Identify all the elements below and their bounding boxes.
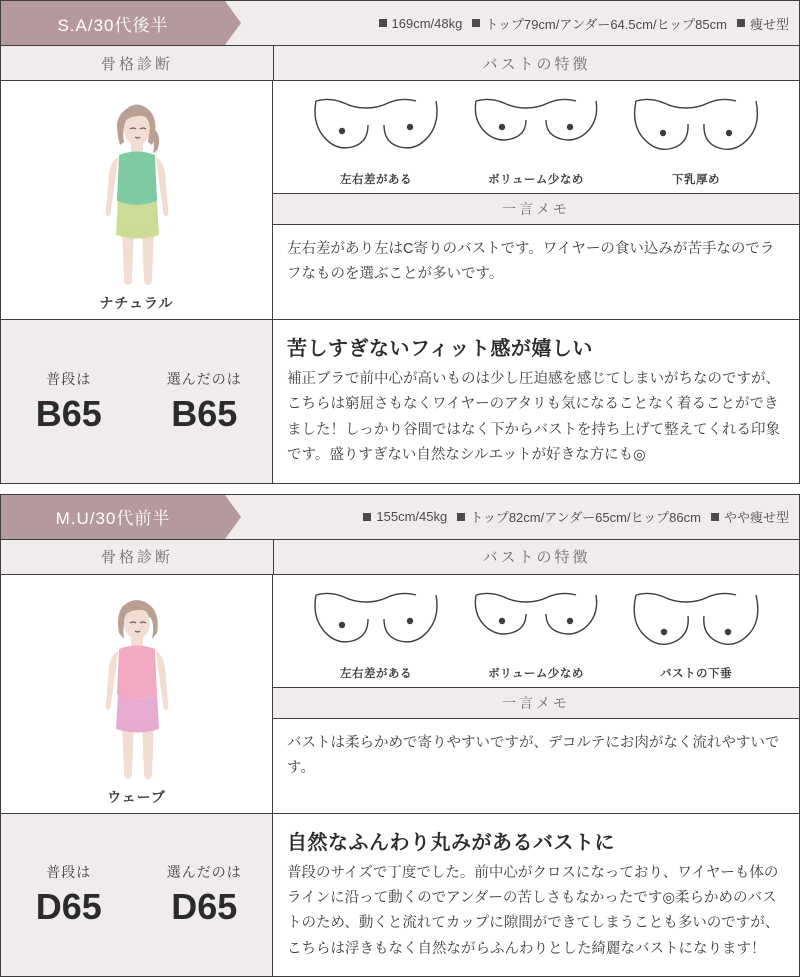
chosen-size-label: 選んだのは — [137, 369, 273, 389]
comment-text: 補正ブラで前中心が高いものは少し圧迫感を感じてしまいがちなのですが、こちらは窮屈さもなくワイヤーのアタリも気になることなく着ることができました！しっかり谷間ではなく下からバストを持ち上げて整えてくれる印象です。盛りすぎない自然なシルエットが好きな方にも◎ — [287, 367, 785, 469]
heading-bust-features: バストの特徴 — [274, 540, 799, 574]
bust-shape-icon — [306, 585, 446, 663]
skeletal-type-label: ウェーブ — [107, 787, 166, 807]
spec-text: トップ79cm/アンダー64.5cm/ヒップ85cm — [485, 14, 727, 33]
bust-shape-list — [273, 81, 799, 193]
chosen-size-label: 選んだのは — [137, 862, 273, 882]
comment-text: 普段のサイズで丁度でした。前中心がクロスになっており、ワイヤーも体のラインに沿って動くのでアンダーの苦しさもなかったです◎柔らかめのバストのため、動くと流れてカップに隙間ができてしまうことも多いのですが、こちらは浮きもなく自然ながらふんわりとした綺麗なバストになります！ — [287, 861, 785, 963]
spec-text: やや痩せ型 — [724, 507, 789, 526]
memo-heading: 一言メモ — [273, 193, 799, 225]
bust-shape-icon — [626, 91, 766, 169]
bust-shape-item — [301, 585, 451, 681]
skeletal-type-label: ナチュラル — [99, 293, 173, 313]
section-headings — [1, 539, 799, 575]
reviewer-specs — [225, 1, 799, 45]
bust-shape-caption: バストの下垂 — [660, 665, 732, 681]
usual-size-value: B65 — [1, 393, 137, 434]
usual-size-label: 普段は — [1, 369, 137, 389]
bust-info-column — [273, 81, 799, 319]
spec-item — [711, 507, 789, 526]
bust-shape-item — [461, 91, 611, 187]
review-card — [0, 494, 800, 977]
bust-shape-item — [621, 91, 771, 187]
body-figure-column — [1, 81, 273, 319]
usual-size — [1, 862, 137, 927]
spec-item — [737, 14, 789, 33]
usual-size — [1, 369, 137, 434]
review-bottom — [1, 320, 799, 483]
comment-title: 自然なふんわり丸みがあるバストに — [287, 826, 785, 855]
spec-text: 痩せ型 — [750, 14, 789, 33]
section-headings — [1, 45, 799, 81]
heading-skeletal-diagnosis: 骨格診断 — [1, 540, 274, 574]
spec-text: 169cm/48kg — [392, 16, 463, 31]
body-figure-illustration — [62, 91, 212, 291]
square-bullet-icon — [737, 19, 745, 27]
bust-shape-caption: 下乳厚め — [672, 171, 720, 187]
review-comment — [273, 814, 799, 977]
square-bullet-icon — [379, 19, 387, 27]
memo-text: バストは柔らかめで寄りやすいですが、デコルテにお肉がなく流れやすいです。 — [273, 719, 799, 794]
chosen-size — [137, 369, 273, 434]
spec-item — [472, 14, 727, 33]
square-bullet-icon — [711, 513, 719, 521]
usual-size-value: D65 — [1, 886, 137, 927]
heading-skeletal-diagnosis: 骨格診断 — [1, 46, 274, 80]
body-figure-column — [1, 575, 273, 813]
review-header — [1, 495, 799, 539]
size-summary — [1, 320, 273, 483]
chosen-size-value: D65 — [137, 886, 273, 927]
square-bullet-icon — [472, 19, 480, 27]
bust-shape-item — [621, 585, 771, 681]
heading-bust-features: バストの特徴 — [274, 46, 799, 80]
review-bottom — [1, 814, 799, 977]
bust-shape-icon — [306, 91, 446, 169]
bust-shape-icon — [466, 585, 606, 663]
review-header — [1, 1, 799, 45]
bust-shape-icon — [626, 585, 766, 663]
bust-shape-caption: 左右差がある — [340, 665, 412, 681]
spec-text: トップ82cm/アンダー65cm/ヒップ86cm — [470, 507, 701, 526]
bust-shape-caption: ボリューム少なめ — [488, 171, 584, 187]
spec-text: 155cm/45kg — [376, 509, 447, 524]
body-figure-illustration — [62, 585, 212, 785]
review-comment — [273, 320, 799, 483]
comment-title: 苦しすぎないフィット感が嬉しい — [287, 332, 785, 361]
spec-item — [457, 507, 701, 526]
bust-info-column — [273, 575, 799, 813]
memo-heading: 一言メモ — [273, 687, 799, 719]
review-body — [1, 575, 799, 814]
spec-item — [379, 16, 463, 31]
bust-shape-item — [301, 91, 451, 187]
square-bullet-icon — [457, 513, 465, 521]
spec-item — [363, 509, 447, 524]
reviewer-specs — [225, 495, 799, 539]
review-card — [0, 0, 800, 484]
chosen-size-value: B65 — [137, 393, 273, 434]
reviewer-name: M.U/30代前半 — [1, 495, 225, 539]
review-body — [1, 81, 799, 320]
square-bullet-icon — [363, 513, 371, 521]
bust-shape-item — [461, 585, 611, 681]
reviewer-name: S.A/30代後半 — [1, 1, 225, 45]
chosen-size — [137, 862, 273, 927]
usual-size-label: 普段は — [1, 862, 137, 882]
bust-shape-icon — [466, 91, 606, 169]
size-summary — [1, 814, 273, 977]
bust-shape-caption: ボリューム少なめ — [488, 665, 584, 681]
memo-text: 左右差があり左はC寄りのバストです。ワイヤーの食い込みが苦手なのでラフなものを選ぶことが多いです。 — [273, 225, 799, 300]
bust-shape-list — [273, 575, 799, 687]
bust-shape-caption: 左右差がある — [340, 171, 412, 187]
